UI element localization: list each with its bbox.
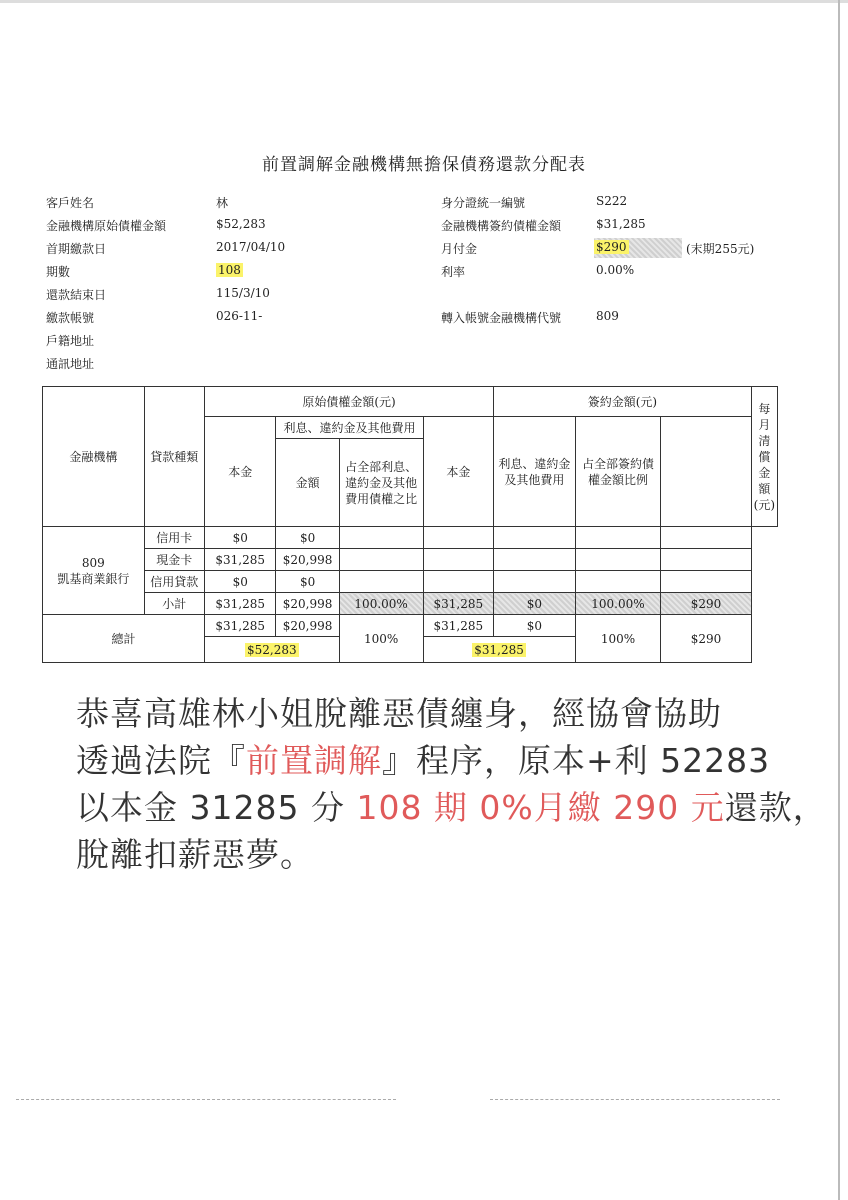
value-periods: 108 — [218, 263, 241, 277]
total-label: 總計 — [43, 615, 205, 663]
label-id-number: 身分證統一編號 — [441, 196, 526, 210]
value-interest-rate: 0.00% — [596, 263, 635, 277]
label-end-date: 還款結束日 — [46, 288, 107, 302]
scan-right-edge — [838, 0, 840, 1200]
promo-line-3c: 還款， — [724, 788, 827, 827]
subtotal-amount: $20,998 — [276, 593, 339, 615]
repayment-table — [42, 386, 778, 663]
total-c-ratio: 100% — [575, 615, 661, 663]
label-customer-name: 客戶姓名 — [46, 196, 95, 210]
promo-text — [76, 690, 827, 878]
header-original-amount: 原始債權金額(元) — [204, 387, 493, 417]
subtotal-c-interest: $0 — [494, 593, 575, 615]
label-original-claim: 金融機構原始債權金額 — [46, 219, 167, 233]
cell-c-interest — [494, 527, 575, 549]
total-contract-sum: $31,285 — [474, 642, 524, 657]
bank-cell — [43, 527, 145, 615]
total-c-interest: $0 — [494, 615, 575, 637]
total-original-sum: $52,283 — [247, 642, 297, 657]
subtotal-c-ratio: 100.00% — [575, 593, 661, 615]
value-first-payment: 2017/04/10 — [216, 240, 286, 254]
scan-artifact-line — [16, 1099, 396, 1101]
cell-principal: $0 — [204, 527, 276, 549]
cell-amount: $0 — [276, 527, 339, 549]
label-bank-code: 轉入帳號金融機構代號 — [441, 311, 562, 325]
header-loan-type: 貸款種類 — [144, 387, 204, 527]
cell-c-principal — [423, 549, 494, 571]
value-id-number: S222 — [596, 194, 628, 208]
header-principal: 本金 — [204, 417, 276, 527]
loan-type: 信用貸款 — [144, 571, 204, 593]
scan-artifact-line — [490, 1099, 780, 1101]
cell-monthly — [661, 549, 751, 571]
total-c-principal: $31,285 — [423, 615, 494, 637]
cell-ratio — [339, 571, 423, 593]
cell-c-ratio — [575, 571, 661, 593]
value-account: 026-11- — [216, 309, 263, 323]
monthly-payment-note: (末期255元) — [686, 242, 755, 256]
promo-line-3 — [76, 784, 827, 831]
value-end-date: 115/3/10 — [216, 286, 270, 300]
label-account: 繳款帳號 — [46, 311, 95, 325]
label-first-payment: 首期繳款日 — [46, 242, 107, 256]
subtotal-row — [43, 593, 778, 615]
cell-monthly — [661, 527, 751, 549]
total-ratio: 100% — [339, 615, 423, 663]
promo-highlight-mediation: 前置調解 — [246, 741, 382, 780]
value-contract-claim: $31,285 — [596, 217, 646, 231]
cell-ratio — [339, 527, 423, 549]
header-institution: 金融機構 — [43, 387, 145, 527]
monthly-payment-box — [594, 238, 682, 258]
promo-line-2 — [76, 737, 827, 784]
header-contract-amount: 簽約金額(元) — [494, 387, 751, 417]
loan-type: 現金卡 — [144, 549, 204, 571]
total-monthly: $290 — [661, 615, 751, 663]
total-row — [43, 615, 778, 637]
table-row — [43, 549, 778, 571]
page-title: 前置調解金融機構無擔保債務還款分配表 — [262, 155, 586, 175]
cell-c-interest — [494, 571, 575, 593]
value-customer-name: 林 — [216, 196, 229, 210]
cell-amount: $0 — [276, 571, 339, 593]
header-interest-group: 利息、違約金及其他費用 — [276, 417, 423, 439]
subtotal-monthly: $290 — [661, 593, 751, 615]
label-registered-address: 戶籍地址 — [46, 334, 95, 348]
promo-highlight-terms: 108 期 0%月繳 290 元 — [356, 788, 725, 827]
promo-line-3a: 以本金 31285 分 — [76, 788, 357, 827]
label-monthly-payment: 月付金 — [441, 242, 478, 256]
cell-principal: $0 — [204, 571, 276, 593]
cell-amount: $20,998 — [276, 549, 339, 571]
subtotal-c-principal: $31,285 — [423, 593, 494, 615]
subtotal-label: 小計 — [144, 593, 204, 615]
promo-line-1: 恭喜高雄林小姐脫離惡債纏身，經協會協助 — [76, 694, 722, 733]
header-contract-principal: 本金 — [423, 417, 494, 527]
label-contract-claim: 金融機構簽約債權金額 — [441, 219, 562, 233]
total-principal: $31,285 — [204, 615, 276, 637]
bank-code: 809 — [81, 555, 105, 570]
cell-ratio — [339, 549, 423, 571]
value-monthly-payment: $290 — [596, 240, 627, 254]
label-interest-rate: 利率 — [441, 265, 466, 279]
cell-c-ratio — [575, 527, 661, 549]
subtotal-ratio: 100.00% — [339, 593, 423, 615]
table-row — [43, 571, 778, 593]
value-bank-code: 809 — [596, 309, 619, 323]
cell-principal: $31,285 — [204, 549, 276, 571]
cell-monthly — [661, 571, 751, 593]
header-interest-ratio: 占全部利息、違約金及其他費用債權之比 — [339, 439, 423, 527]
total-amount: $20,998 — [276, 615, 339, 637]
label-periods: 期數 — [46, 265, 71, 279]
promo-line-4: 脫離扣薪惡夢。 — [76, 835, 314, 874]
scan-top-edge — [0, 0, 848, 3]
cell-c-interest — [494, 549, 575, 571]
header-amount: 金額 — [276, 439, 339, 527]
loan-type: 信用卡 — [144, 527, 204, 549]
value-original-claim: $52,283 — [216, 217, 266, 231]
label-mailing-address: 通訊地址 — [46, 357, 95, 371]
promo-line-2c: 』程序，原本+利 52283 — [382, 741, 771, 780]
header-contract-ratio: 占全部簽約債權金額比例 — [575, 417, 661, 527]
subtotal-principal: $31,285 — [204, 593, 276, 615]
cell-c-principal — [423, 527, 494, 549]
cell-c-principal — [423, 571, 494, 593]
bank-name: 凱基商業銀行 — [57, 571, 130, 586]
promo-line-2a: 透過法院『 — [76, 741, 246, 780]
table-row — [43, 527, 778, 549]
header-monthly-repayment: 每月清償金額(元) — [751, 387, 777, 527]
cell-c-ratio — [575, 549, 661, 571]
header-contract-interest: 利息、違約金及其他費用 — [494, 417, 575, 527]
